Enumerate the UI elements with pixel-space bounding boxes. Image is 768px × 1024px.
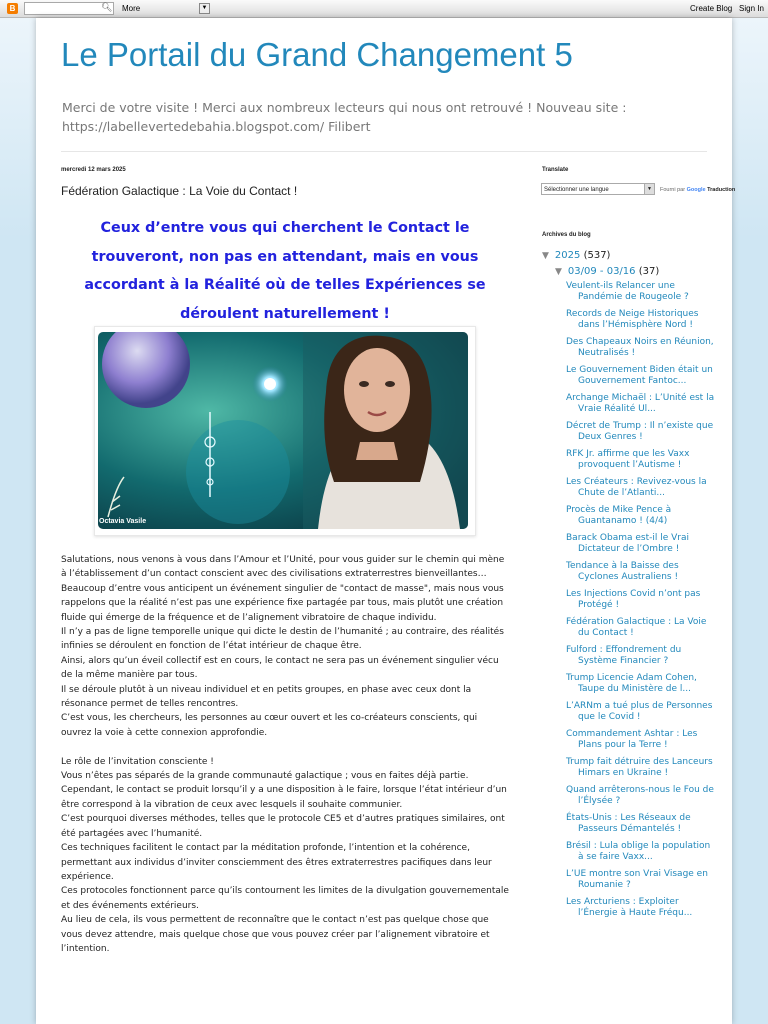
post-intro: Ceux d’entre vous qui cherchent le Contact le trouveront, non pas en attendant, mais en vous accordant à la Réalité où de telles Expériences se déroulent naturellement ! xyxy=(84,220,486,322)
archive-post-link[interactable]: Veulent-ils Relancer une Pandémie de Rougeole ? xyxy=(566,281,689,302)
archive-post-link[interactable]: RFK Jr. affirme que les Vaxx provoquent l’Autisme ! xyxy=(566,449,690,470)
blog-archive-title: Archives du blog xyxy=(542,232,591,238)
archive-post-link[interactable]: Archange Michaël : L’Unité est la Vraie Réalité Ul... xyxy=(566,393,715,414)
language-select[interactable] xyxy=(541,183,655,195)
header-divider xyxy=(61,151,707,152)
archive-post-link[interactable]: Trump fait détruire des Lanceurs Himars en Ukraine ! xyxy=(566,757,713,778)
archive-post-link[interactable]: Les Injections Covid n’ont pas Protégé ! xyxy=(566,589,701,610)
collapse-toggle-icon[interactable]: ▼ xyxy=(542,251,549,261)
post-paragraph: C’est pourquoi diverses méthodes, telles que le protocole CE5 et d’autres pratiques similaires, ont été partagées avec l’humanité. xyxy=(61,814,505,839)
translate-widget-title: Translate xyxy=(542,167,569,173)
post-date: mercredi 12 mars 2025 xyxy=(61,167,126,173)
post-paragraph: Ces protocoles fonctionnent parce qu’ils contournent les limites de la divulgation gouvernementale et des événements extérieurs. xyxy=(61,886,509,911)
video-thumbnail[interactable] xyxy=(98,332,468,529)
post-paragraph: Le rôle de l’invitation consciente ! xyxy=(61,756,214,767)
archive-post-link[interactable]: Commandement Ashtar : Les Plans pour la Terre ! xyxy=(566,729,698,750)
archive-post-link[interactable]: Records de Neige Historiques dans l’Hémisphère Nord ! xyxy=(566,309,699,330)
archive-year-link[interactable]: 2025 xyxy=(554,250,581,261)
more-menu[interactable]: More xyxy=(122,4,141,13)
blog-description: Merci de votre visite ! Merci aux nombreux lecteurs qui nous ont retrouvé ! Nouveau site : https://labellevertedebahia.blogspot.com/ Filibert xyxy=(62,100,627,134)
more-dropdown-icon[interactable]: ▼ xyxy=(199,3,210,14)
archive-post-link[interactable]: Le Gouvernement Biden était un Gouvernement Fantoc... xyxy=(566,365,713,386)
blogger-logo-icon[interactable]: B xyxy=(7,3,18,14)
powered-prefix: Fourni par xyxy=(660,187,686,193)
blog-title[interactable]: Le Portail du Grand Changement 5 xyxy=(61,36,573,73)
archive-month-link[interactable]: 03/09 - 03/16 xyxy=(567,266,636,277)
blogger-navbar xyxy=(0,0,768,18)
post-paragraph: Salutations, nous venons à vous dans l’Amour et l’Unité, pour vous guider sur le chemin qui mène à l’établissement d’un contact conscient avec des civilisations extraterrestres bienveillantes… xyxy=(61,555,505,580)
archive-month-count: (37) xyxy=(638,266,660,277)
archive-post-link[interactable]: L’UE montre son Vrai Visage en Roumanie ? xyxy=(566,869,708,890)
archive-post-link[interactable]: Les Arcturiens : Exploiter l’Énergie à Haute Fréqu... xyxy=(566,897,693,918)
archive-post-link[interactable]: Trump Licencie Adam Cohen, Taupe du Ministère de l... xyxy=(566,673,697,694)
archive-post-link[interactable]: Barack Obama est-il le Vrai Dictateur de l’Ombre ! xyxy=(566,533,690,554)
post-body xyxy=(61,553,509,956)
archive-post-link[interactable]: Quand arrêterons-nous le Fou de l’Élysée ? xyxy=(566,785,714,806)
post-paragraph: Beaucoup d’entre vous anticipent un événement singulier de "contact de masse", mais nous vous rappelons que la réalité n’est pas une expérience fixe partagée par tous, mais plutôt une création fluide qui émerge de la fréquence et de l’alignement vibratoire de chaque individu. xyxy=(61,583,504,623)
blog-page xyxy=(36,18,736,1024)
archive-post-link[interactable]: Brésil : Lula oblige la population à se faire Vaxx... xyxy=(566,841,711,862)
post-paragraph: Ainsi, alors qu’un éveil collectif est en cours, le contact ne sera pas un événement singulier vécu de la même manière par tous. xyxy=(61,655,499,681)
post-paragraph: Cependant, le contact se produit lorsqu’il y a une disposition à le faire, lorsque l’état intérieur d’un être correspond à la vibration de ceux avec lesquels il souhaite communier. xyxy=(61,785,507,810)
archive-post-link[interactable]: Fédération Galactique : La Voie du Contact ! xyxy=(566,617,707,638)
archive-year xyxy=(542,250,610,261)
archive-post-link[interactable]: Des Chapeaux Noirs en Réunion, Neutralisés ! xyxy=(566,337,714,358)
archive-post-link[interactable]: Les Créateurs : Revivez-vous la Chute de l’Atlanti... xyxy=(566,477,707,498)
post-paragraph: Vous n’êtes pas séparés de la grande communauté galactique ; vous en faites déjà partie. xyxy=(61,771,469,782)
chevron-down-icon[interactable]: ▼ xyxy=(644,184,654,194)
archive-post-link[interactable]: L’ARNm a tué plus de Personnes que le Covid ! xyxy=(566,701,713,722)
collapse-toggle-icon[interactable]: ▼ xyxy=(555,267,562,277)
archive-year-count: (537) xyxy=(583,250,611,261)
search-icon[interactable]: 🔍︎ xyxy=(101,2,113,12)
language-select-value: Sélectionner une langue xyxy=(544,187,609,193)
archive-post-list xyxy=(566,281,716,925)
post-paragraph: Ces techniques facilitent le contact par la méditation profonde, l’intention et la cohérence, permettant aux individus d’inviter consciemment des êtres extraterrestres pacifiques dans leur expérience. xyxy=(61,843,492,882)
paragraph-gap xyxy=(61,740,509,754)
sign-in-link[interactable]: Sign In xyxy=(739,4,764,13)
archive-month xyxy=(555,266,659,277)
create-blog-link[interactable]: Create Blog xyxy=(690,4,733,13)
archive-post-link[interactable]: Fulford : Effondrement du Système Financier ? xyxy=(566,645,682,666)
powered-by-google[interactable] xyxy=(660,187,735,193)
google-logo: Google xyxy=(686,187,706,193)
powered-suffix: Traduction xyxy=(707,187,736,193)
video-caption: Octavia Vasile xyxy=(99,518,147,525)
archive-post-link[interactable]: Tendance à la Baisse des Cyclones Australiens ! xyxy=(566,561,679,582)
archive-post-link[interactable]: Décret de Trump : Il n’existe que Deux Genres ! xyxy=(566,421,714,442)
post-paragraph: Il n’y a pas de ligne temporelle unique qui dicte le destin de l’humanité ; au contraire, des réalités infinies se déroulent en fonction de l’état intérieur de chaque être. xyxy=(61,627,504,652)
archive-post-link[interactable]: États-Unis : Les Réseaux de Passeurs Démantelés ! xyxy=(566,813,691,834)
post-paragraph: Au lieu de cela, ils vous permettent de reconnaître que le contact n’est pas quelque chose que vous devez attendre, mais quelque chose que vous pouvez créer par l’alignement vibratoire et l’intention. xyxy=(61,915,490,954)
post-paragraph: Il se déroule plutôt à un niveau individuel et en petits groupes, en phase avec ceux dont la résonance permet de telles rencontres. xyxy=(61,684,472,710)
post-paragraph: C’est vous, les chercheurs, les personnes au cœur ouvert et les co-créateurs conscients, qui ouvrez la voie à cette connexion approfondie. xyxy=(61,713,478,738)
archive-post-link[interactable]: Procès de Mike Pence à Guantanamo ! (4/4) xyxy=(566,505,672,526)
post-video[interactable] xyxy=(94,326,476,536)
post-title[interactable]: Fédération Galactique : La Voie du Contact ! xyxy=(61,184,298,198)
